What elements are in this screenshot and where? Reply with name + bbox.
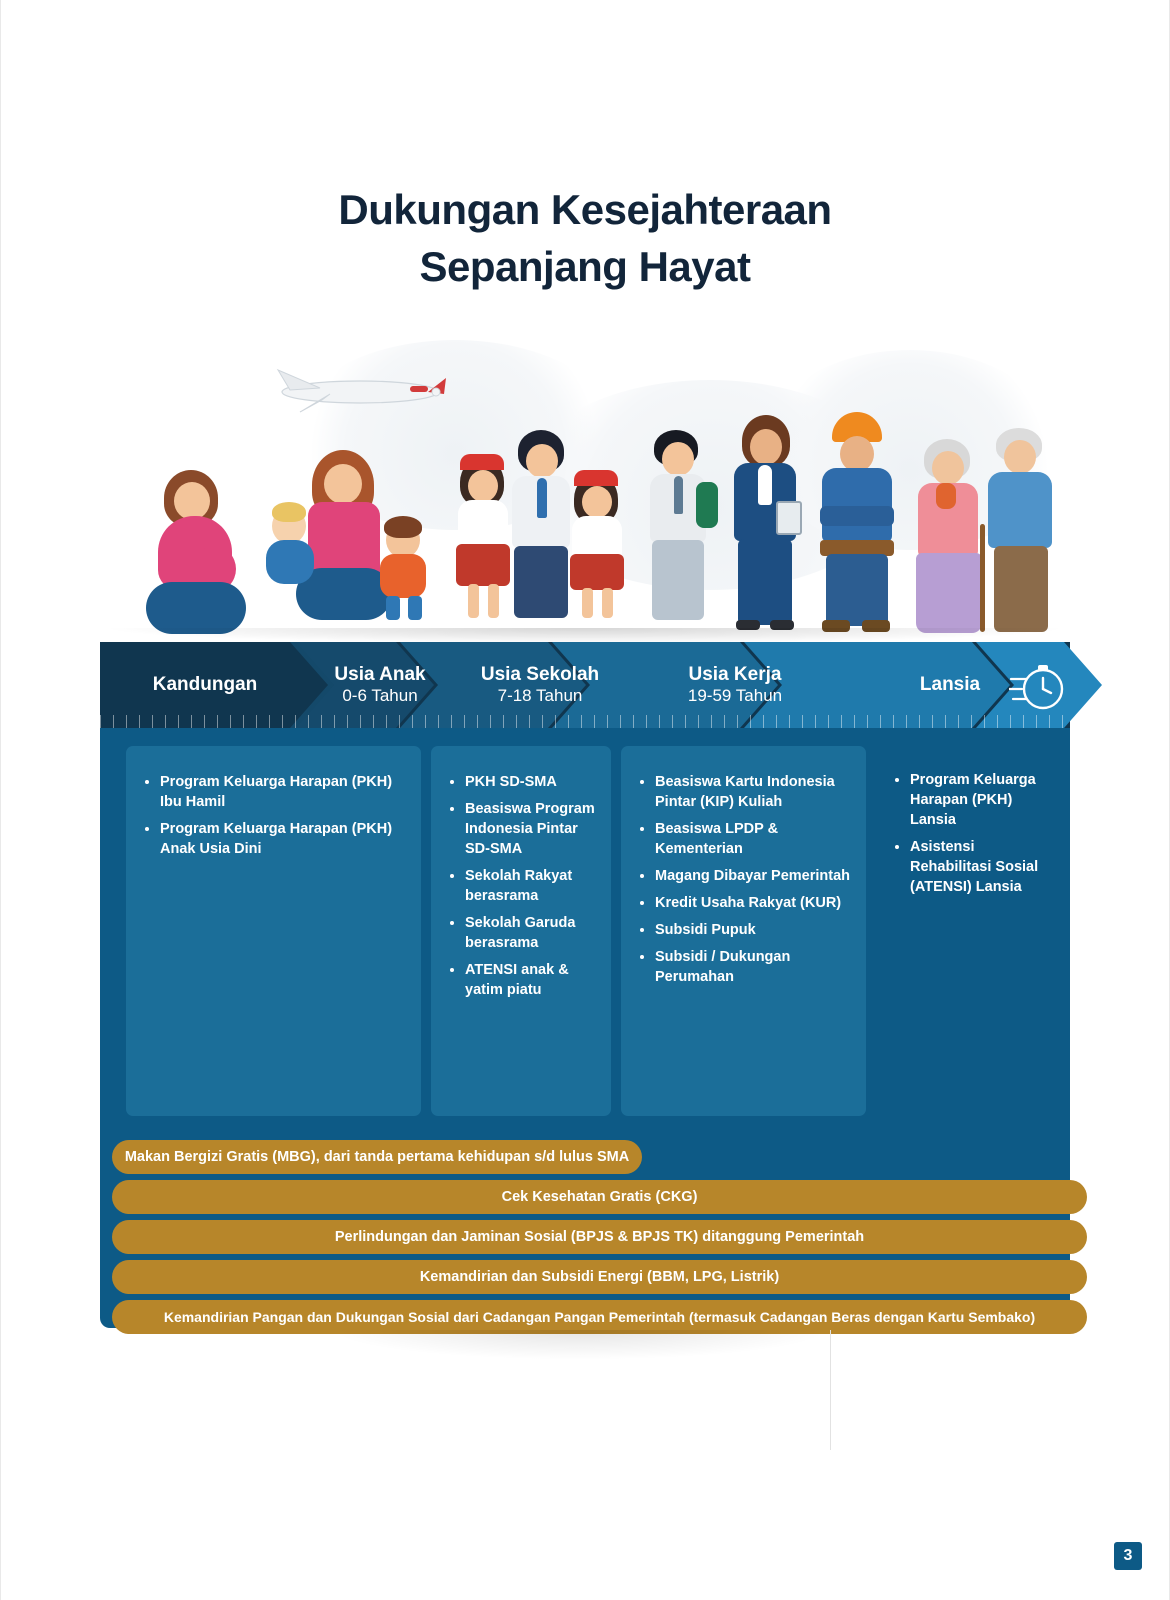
- list-item: • Sekolah Garuda berasrama: [465, 913, 595, 953]
- list-item: • Kredit Usaha Rakyat (KUR): [655, 893, 850, 913]
- list-item: • Asistensi Rehabilitasi Sosial (ATENSI) Lansia: [910, 837, 1045, 897]
- leg: [582, 588, 593, 618]
- head: [932, 451, 964, 485]
- list-item: • Subsidi / Dukungan Perumahan: [655, 947, 850, 987]
- gold-bar-mbg: Makan Bergizi Gratis (MBG), dari tanda pertama kehidupan s/d lulus SMA: [112, 1140, 642, 1174]
- baby-hair: [272, 502, 306, 522]
- program-column-kandungan: [126, 746, 421, 1116]
- airplane-icon: [260, 360, 450, 420]
- leg: [488, 584, 499, 618]
- program-column-usia-anak: [431, 746, 611, 1116]
- lifecycle-illustration: [100, 320, 1070, 650]
- gold-bar-energi: Kemandirian dan Subsidi Energi (BBM, LPG, Listrik): [112, 1260, 1087, 1294]
- list-item: • Beasiswa Program Indonesia Pintar SD-SMA: [465, 799, 595, 859]
- sweater: [988, 472, 1052, 548]
- figure-construction-worker: [810, 412, 902, 650]
- title-line-2: Sepanjang Hayat: [419, 242, 751, 290]
- skirt: [146, 582, 246, 634]
- timeline-stage-usia-anak[interactable]: [310, 642, 450, 728]
- uniform-skirt: [570, 554, 624, 590]
- toddler-body: [380, 554, 426, 598]
- toddler-leg: [386, 596, 400, 620]
- uniform-skirt: [456, 544, 510, 586]
- figure-elderly-woman: [910, 435, 990, 650]
- stage-age: 0-6 Tahun: [342, 686, 418, 706]
- stage-age: 19-59 Tahun: [687, 686, 783, 706]
- list-item: • Magang Dibayar Pemerintah: [655, 866, 850, 886]
- stage-name: Usia Kerja: [688, 663, 782, 685]
- program-list: [447, 772, 595, 1000]
- cap: [460, 454, 504, 470]
- toddler-hair: [384, 516, 422, 538]
- gold-bar-pangan: Kemandirian Pangan dan Dukungan Sosial dari Cadangan Pangan Pemerintah (termasuk Cadangan Beras dengan Kartu Sembako): [112, 1300, 1087, 1334]
- page-title: [0, 182, 1170, 295]
- list-item: • Beasiswa LPDP & Kementerian: [655, 819, 850, 859]
- head: [662, 442, 694, 476]
- blouse: [758, 465, 772, 505]
- head: [468, 470, 498, 502]
- head: [1004, 440, 1036, 474]
- stage-name: Kandungan: [152, 673, 258, 695]
- list-item: • Program Keluarga Harapan (PKH) Lansia: [910, 770, 1045, 830]
- figure-elderly-man: [980, 428, 1064, 650]
- gold-bar-ckg: Cek Kesehatan Gratis (CKG): [112, 1180, 1087, 1214]
- stage-age: 7-18 Tahun: [497, 686, 583, 706]
- bottom-divider: [830, 1330, 831, 1450]
- tie: [674, 476, 683, 514]
- timeline-stage-usia-sekolah[interactable]: [460, 642, 620, 728]
- baby-body: [266, 540, 314, 584]
- timeline-stage-usia-kerja[interactable]: [640, 642, 830, 728]
- figure-mother-and-children: [250, 450, 450, 650]
- workwear-top: [822, 468, 892, 542]
- trousers: [738, 539, 792, 625]
- stage-name: Usia Sekolah: [480, 663, 600, 685]
- program-column-lansia: [876, 746, 1061, 1116]
- toddler-leg: [408, 596, 422, 620]
- figure-pregnant-woman: [140, 470, 250, 650]
- page-number: 3: [1114, 1542, 1142, 1570]
- head: [840, 436, 874, 472]
- head: [526, 444, 558, 478]
- figure-school-children: [450, 430, 650, 650]
- list-item: • Program Keluarga Harapan (PKH) Anak Usia Dini: [160, 819, 405, 859]
- program-column-usia-kerja: [621, 746, 866, 1116]
- list-item: • Sekolah Rakyat berasrama: [465, 866, 595, 906]
- timeline-stage-kandungan[interactable]: [110, 642, 300, 728]
- program-list: [637, 772, 850, 987]
- head: [174, 482, 210, 520]
- program-list: [142, 772, 405, 859]
- list-item: • ATENSI anak & yatim piatu: [465, 960, 595, 1000]
- head: [750, 429, 782, 465]
- tie: [537, 478, 547, 518]
- figure-professional-woman: [720, 415, 810, 650]
- gold-bar-bpjs: Perlindungan dan Jaminan Sosial (BPJS & BPJS TK) ditanggung Pemerintah: [112, 1220, 1087, 1254]
- long-skirt: [916, 553, 982, 633]
- stopwatch-icon: [1009, 662, 1065, 712]
- title-line-1: Dukungan Kesejahteraan: [338, 186, 832, 233]
- backpack: [696, 482, 718, 528]
- leg: [468, 584, 479, 618]
- bottom-shadow: [330, 1330, 830, 1360]
- figure-student-backpack: [640, 430, 720, 650]
- head: [324, 464, 362, 504]
- list-item: • PKH SD-SMA: [465, 772, 595, 792]
- timeline-bar: [100, 642, 1103, 728]
- tablet: [776, 501, 802, 535]
- cap: [574, 470, 618, 486]
- trousers: [514, 546, 568, 618]
- list-item: • Program Keluarga Harapan (PKH) Ibu Hamil: [160, 772, 405, 812]
- uniform-shirt: [572, 516, 622, 558]
- crossed-arms: [820, 506, 894, 526]
- trousers: [652, 540, 704, 620]
- head: [582, 486, 612, 518]
- scarf: [936, 483, 956, 509]
- program-list: [892, 770, 1045, 897]
- torso: [308, 502, 380, 578]
- work-trousers: [826, 554, 888, 626]
- trousers: [994, 546, 1048, 632]
- list-item: • Subsidi Pupuk: [655, 920, 850, 940]
- stage-name: Usia Anak: [334, 663, 426, 685]
- walking-cane: [980, 524, 985, 632]
- uniform-shirt: [458, 500, 508, 548]
- leg: [602, 588, 613, 618]
- list-item: • Beasiswa Kartu Indonesia Pintar (KIP) Kuliah: [655, 772, 850, 812]
- stage-name: Lansia: [919, 673, 981, 695]
